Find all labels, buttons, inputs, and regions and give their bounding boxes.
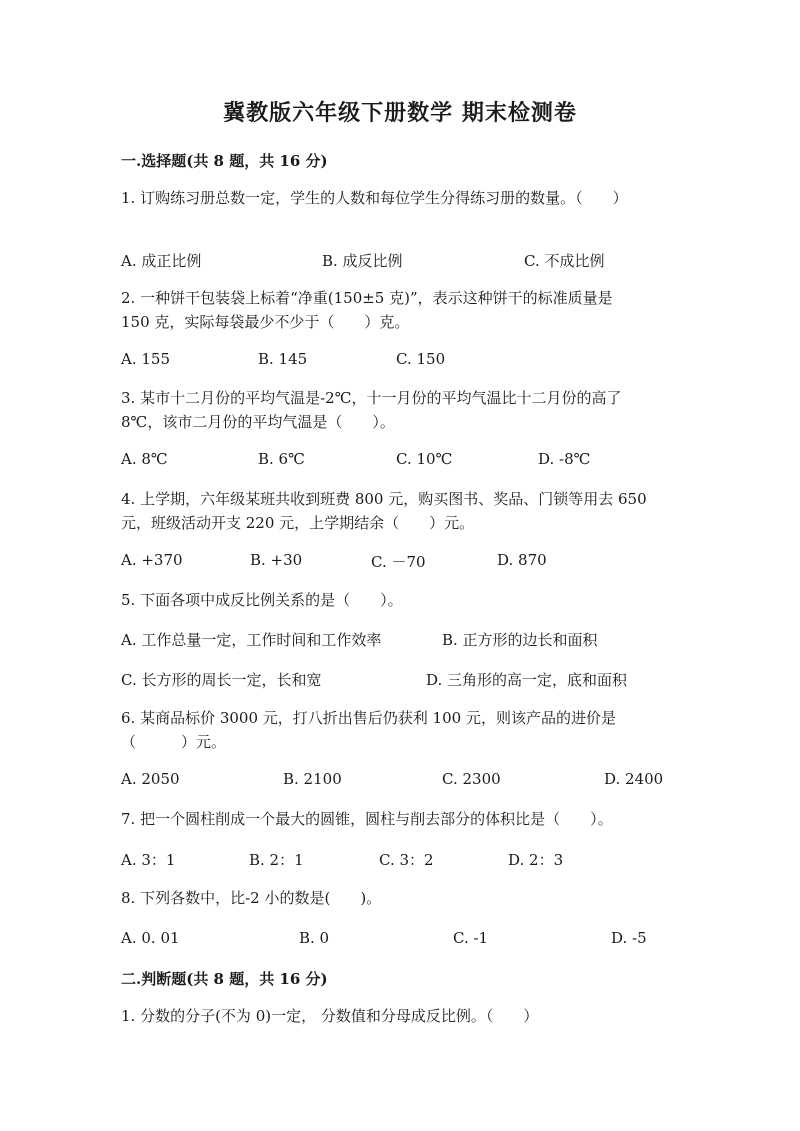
q8-option-c: C. -1 — [453, 929, 489, 947]
question-6-text-line-2: （ ）元。 — [121, 733, 227, 751]
judgement-question-1-text: 1. 分数的分子(不为 0)一定， 分数值和分母成反比例。（ ） — [121, 1007, 539, 1025]
q6-option-a: A. 2050 — [121, 770, 180, 788]
q1-option-c: C. 不成比例 — [524, 252, 605, 270]
q2-option-c: C. 150 — [396, 350, 446, 368]
question-2-text-line-1: 2. 一种饼干包装袋上标着“净重(150±5 克)”，表示这种饼干的标准质量是 — [121, 289, 613, 307]
section-heading-choice: 一.选择题(共 8 题，共 16 分) — [121, 152, 328, 170]
question-3-text-line-1: 3. 某市十二月份的平均气温是-2℃，十一月份的平均气温比十二月份的高了 — [121, 389, 622, 407]
q2-option-a: A. 155 — [121, 350, 170, 368]
q4-option-b: B. +30 — [250, 551, 303, 569]
q5-option-b: B. 正方形的边长和面积 — [442, 631, 598, 649]
q3-option-d: D. -8℃ — [538, 450, 591, 468]
q7-option-c: C. 3：2 — [379, 851, 434, 869]
q7-option-b: B. 2：1 — [249, 851, 304, 869]
q1-option-b: B. 成反比例 — [322, 252, 403, 270]
q4-option-c: C. －70 — [371, 553, 426, 571]
q7-option-d: D. 2：3 — [508, 851, 564, 869]
q6-option-b: B. 2100 — [283, 770, 342, 788]
question-5-text: 5. 下面各项中成反比例关系的是（ ）。 — [121, 591, 403, 609]
q8-option-a: A. 0. 01 — [121, 929, 180, 947]
q8-option-b: B. 0 — [299, 929, 330, 947]
q1-option-a: A. 成正比例 — [121, 252, 202, 270]
q5-option-c: C. 长方形的周长一定，长和宽 — [121, 671, 322, 689]
q8-option-d: D. -5 — [611, 929, 647, 947]
question-1-text: 1. 订购练习册总数一定，学生的人数和每位学生分得练习册的数量。（ ） — [121, 189, 628, 207]
q6-option-c: C. 2300 — [442, 770, 501, 788]
q4-option-a: A. +370 — [121, 551, 183, 569]
q2-option-b: B. 145 — [258, 350, 308, 368]
page-title: 冀教版六年级下册数学 期末检测卷 — [223, 100, 577, 126]
q5-option-d: D. 三角形的高一定，底和面积 — [426, 671, 628, 689]
q5-option-a: A. 工作总量一定，工作时间和工作效率 — [121, 631, 382, 649]
question-4-text-line-2: 元，班级活动开支 220 元，上学期结余（ ）元。 — [121, 514, 475, 532]
question-3-text-line-2: 8℃，该市二月份的平均气温是（ ）。 — [121, 413, 395, 431]
question-2-text-line-2: 150 克，实际每袋最少不少于（ ）克。 — [121, 313, 410, 331]
q7-option-a: A. 3：1 — [121, 851, 176, 869]
q4-option-d: D. 870 — [497, 551, 547, 569]
q3-option-a: A. 8℃ — [121, 450, 168, 468]
question-4-text-line-1: 4. 上学期，六年级某班共收到班费 800 元，购买图书、奖品、门锁等用去 650 — [121, 490, 647, 508]
q3-option-b: B. 6℃ — [258, 450, 305, 468]
question-7-text: 7. 把一个圆柱削成一个最大的圆锥，圆柱与削去部分的体积比是（ ）。 — [121, 810, 613, 828]
q3-option-c: C. 10℃ — [396, 450, 453, 468]
question-8-text: 8. 下列各数中，比-2 小的数是( )。 — [121, 889, 382, 907]
section-heading-judgement: 二.判断题(共 8 题，共 16 分) — [121, 970, 328, 988]
q6-option-d: D. 2400 — [604, 770, 664, 788]
question-6-text-line-1: 6. 某商品标价 3000 元，打八折出售后仍获利 100 元，则该产品的进价是 — [121, 709, 616, 727]
